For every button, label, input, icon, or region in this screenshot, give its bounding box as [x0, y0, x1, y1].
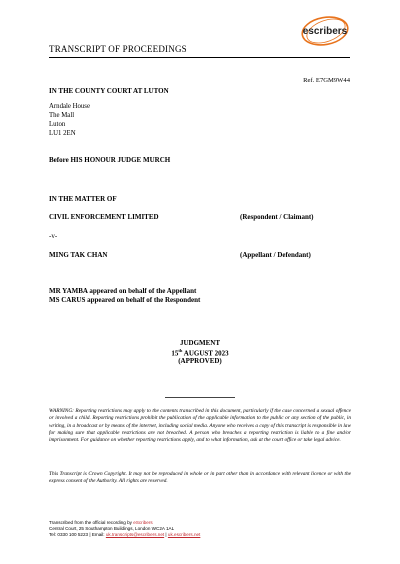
judge-line: Before HIS HONOUR JUDGE MURCH [49, 156, 171, 164]
separator-rule [165, 397, 235, 398]
judgment-status: (APPROVED) [178, 357, 222, 365]
footer-website-link[interactable]: uk.escribers.net [167, 532, 201, 537]
party-2-name: MING TAK CHAN [49, 251, 108, 259]
footer-prefix: Transcribed from the official recording by [49, 520, 134, 525]
footer-email-link[interactable]: uk.transcripts@escribers.net [105, 532, 165, 537]
logo-text: escribers [302, 25, 348, 37]
appearance-respondent: MS CARUS appeared on behalf of the Respondent [49, 296, 201, 304]
court-address-line-2: The Mall [49, 112, 75, 119]
court-address-line-4: LU1 2EN [49, 130, 76, 137]
court-address-line-1: Arndale House [49, 103, 90, 110]
footer-brand: eScribers [133, 520, 153, 525]
matter-heading: IN THE MATTER OF [49, 195, 117, 203]
appearance-appellant: MR YAMBA appeared on behalf of the Appellant [49, 287, 197, 295]
judgment-date-rest: AUGUST 2023 [182, 349, 229, 358]
party-2-role: (Appellant / Defendant) [240, 251, 311, 259]
footer-separator: | [164, 532, 168, 537]
title-rule [49, 57, 350, 58]
judgment-date-day: 15 [171, 349, 179, 358]
warning-paragraph: WARNING: Reporting restrictions may apply to the contents transcribed in this document, particularly if the case concerned a sexual offence or involved a child. Reporting restrictions prohibit the publication of the applicable information to the public or any section of the public, in writing, in a broadcast or by means of the internet, including social media. Anyone who receives a copy of this transcript is responsible in law for making sure that applicable restrictions are not breached. A person who breaches a reporting restriction is liable to a fine and/or imprisonment. For guidance on whether reporting restrictions apply, and to what information, ask at the court office or take legal advice. [49, 408, 351, 444]
copyright-paragraph: This Transcript is Crown Copyright. It may not be reproduced in whole or in part other than in accordance with relevant licence or with the express consent of the Authority. All rights are reserved. [49, 471, 351, 485]
escribers-logo [301, 16, 349, 46]
judgment-label: JUDGMENT [179, 339, 221, 347]
judgment-date [0, 348, 400, 357]
case-reference: Ref. E7GM9W44 [303, 77, 350, 84]
party-1-name: CIVIL ENFORCEMENT LIMITED [49, 213, 159, 221]
court-address-line-3: Luton [49, 121, 66, 128]
footer-line-2: Central Court, 25 Southampton Buildings, London WC2A 1AL [49, 526, 175, 531]
judgment-date-suffix: th [178, 348, 183, 353]
footer-line-3 [49, 532, 200, 538]
court-name: IN THE COUNTY COURT AT LUTON [49, 87, 169, 95]
party-1-role: (Respondent / Claimant) [240, 213, 314, 221]
versus: -v- [49, 232, 58, 240]
document-title: TRANSCRIPT OF PROCEEDINGS [49, 44, 187, 54]
footer-contact-prefix: Tel: 0330 100 5223 | Email: [49, 532, 106, 537]
